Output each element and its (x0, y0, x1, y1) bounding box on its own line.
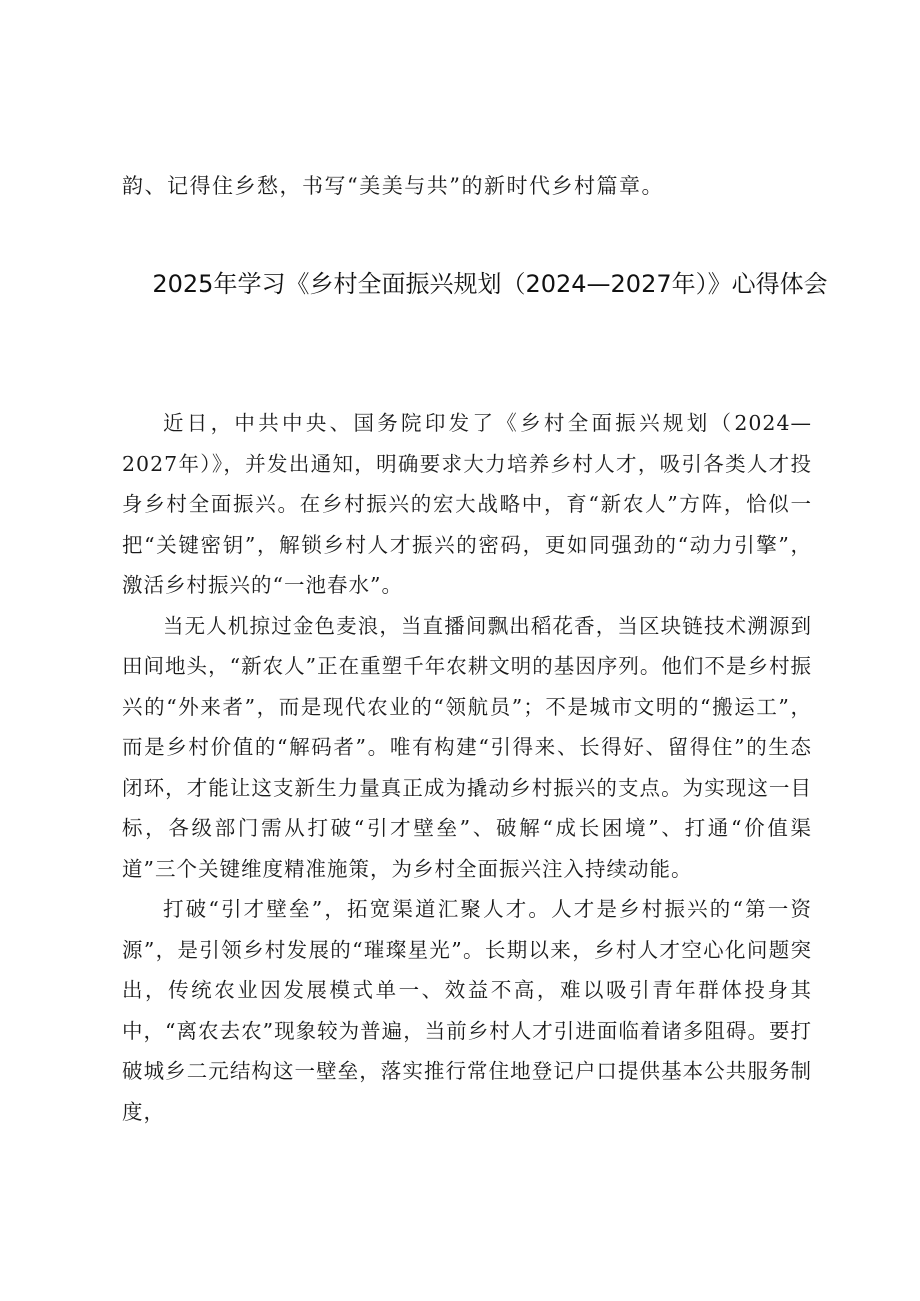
document-title: 2025年学习《乡村全面振兴规划（2024—2027年）》心得体会 (152, 270, 828, 298)
continuation-line: 韵、记得住乡愁，书写“美美与共”的新时代乡村篇章。 (122, 174, 664, 198)
paragraph-1: 近日，中共中央、国务院印发了《乡村全面振兴规划（2024—2027年）》，并发出通知，明确要求大力培养乡村人才，吸引各类人才投身乡村全面振兴。在乡村振兴的宏大战略中，育“新农人”方阵，恰似一把“关键密钥”，解锁乡村人才振兴的密码，更如同强劲的“动力引擎”，激活乡村振兴的“一池春水”。 (122, 411, 812, 597)
paragraph-2: 当无人机掠过金色麦浪，当直播间飘出稻花香，当区块链技术溯源到田间地头，“新农人”正在重塑千年农耕文明的基因序列。他们不是乡村振兴的“外来者”，而是现代农业的“领航员”；不是城市文明的“搬运工”，而是乡村价值的“解码者”。唯有构建“引得来、长得好、留得住”的生态闭环，才能让这支新生力量真正成为撬动乡村振兴的支点。为实现这一目标，各级部门需从打破“引才壁垒”、破解“成长困境”、打通“价值渠道”三个关键维度精准施策，为乡村全面振兴注入持续动能。 (122, 613, 812, 881)
paragraph-3: 打破“引才壁垒”，拓宽渠道汇聚人才。人才是乡村振兴的“第一资源”，是引领乡村发展的“璀璨星光”。长期以来，乡村人才空心化问题突出，传统农业因发展模式单一、效益不高，难以吸引青年群体投身其中，“离农去农”现象较为普遍，当前乡村人才引进面临着诸多阻碍。要打破城乡二元结构这一壁垒，落实推行常住地登记户口提供基本公共服务制度， (122, 897, 812, 1124)
document-body (122, 403, 812, 1132)
